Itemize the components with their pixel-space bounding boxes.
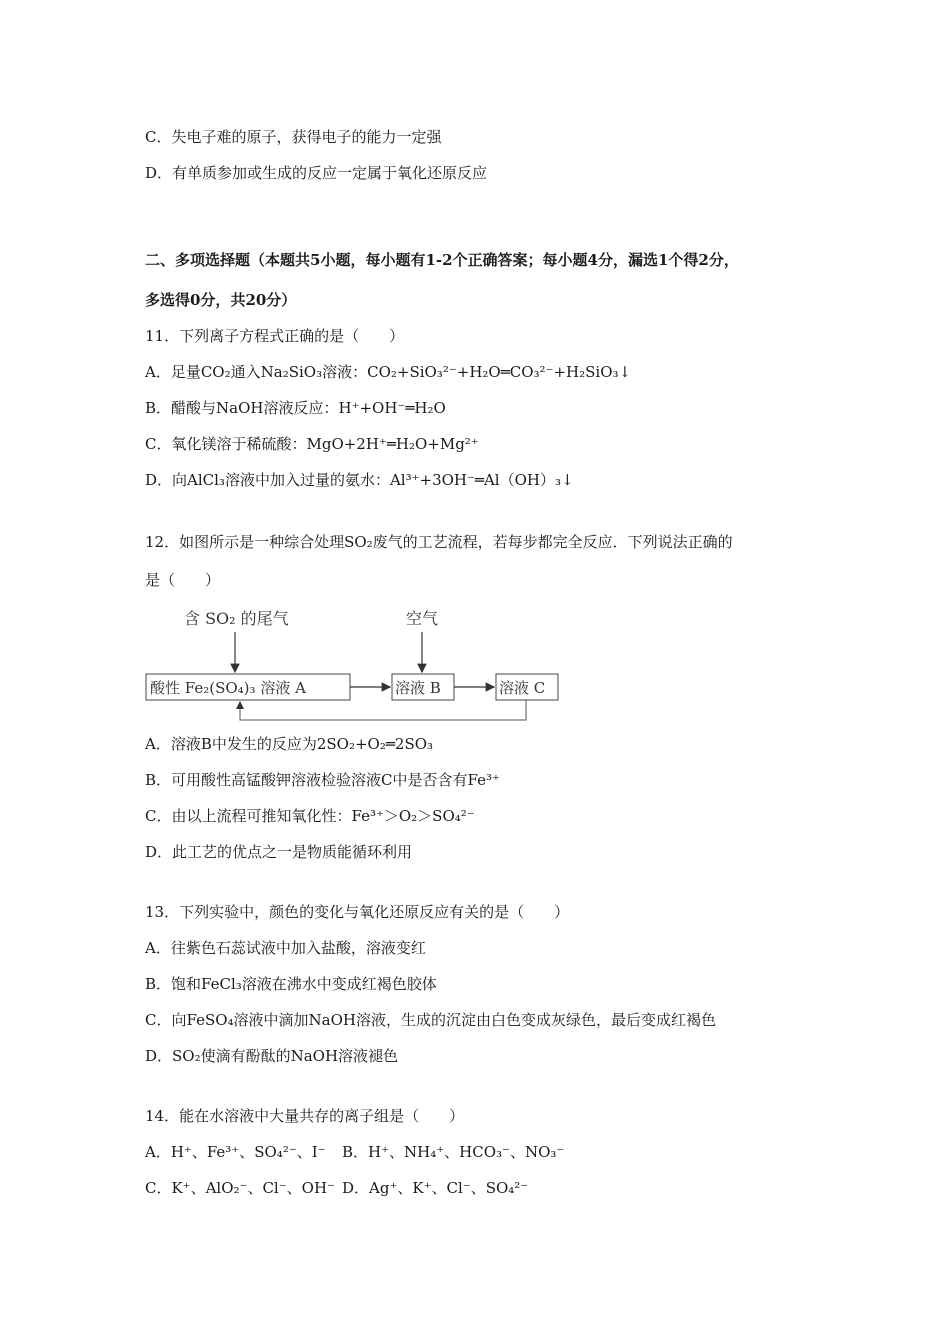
box-solution-a-label: 酸性 Fe₂(SO₄)₃ 溶液 A — [150, 679, 306, 697]
q13-stem: 13．下列实验中，颜色的变化与氧化还原反应有关的是（ ） — [145, 903, 570, 921]
q12-option-d: D．此工艺的优点之一是物质能循环利用 — [145, 843, 413, 861]
section-heading-line2: 多选得0分，共20分） — [145, 291, 297, 309]
box-solution-c-label: 溶液 C — [499, 679, 546, 697]
q12-option-a: A．溶液B中发生的反应为2SO₂+O₂═2SO₃ — [145, 735, 434, 753]
q11-stem: 11．下列离子方程式正确的是（ ） — [145, 327, 405, 345]
q14-option-d: D．Ag⁺、K⁺、Cl⁻、SO₄²⁻ — [342, 1179, 529, 1197]
recycle-arrow — [240, 700, 526, 720]
process-flow-diagram — [140, 598, 570, 730]
q12-stem-line2: 是（ ） — [145, 571, 221, 589]
q11-option-d: D．向AlCl₃溶液中加入过量的氨水：Al³⁺+3OH⁻═Al（OH）₃↓ — [145, 471, 574, 489]
q14-option-b: B．H⁺、NH₄⁺、HCO₃⁻、NO₃⁻ — [342, 1143, 565, 1161]
q13-option-c: C．向FeSO₄溶液中滴加NaOH溶液，生成的沉淀由白色变成灰绿色，最后变成红褐色 — [145, 1011, 716, 1029]
box-solution-b-label: 溶液 B — [395, 679, 441, 697]
q13-option-d: D．SO₂使滴有酚酞的NaOH溶液褪色 — [145, 1047, 399, 1065]
q12-option-c: C．由以上流程可推知氧化性：Fe³⁺＞O₂＞SO₄²⁻ — [145, 807, 475, 825]
q12-option-b: B．可用酸性高锰酸钾溶液检验溶液C中是否含有Fe³⁺ — [145, 771, 500, 789]
q12-stem-line1: 12．如图所示是一种综合处理SO₂废气的工艺流程，若每步都完全反应．下列说法正确的 — [145, 533, 733, 551]
section-heading-line1: 二、多项选择题（本题共5小题，每小题有1-2个正确答案；每小题4分，漏选1个得2分， — [145, 251, 739, 269]
q11-option-a: A．足量CO₂通入Na₂SiO₃溶液：CO₂+SiO₃²⁻+H₂O═CO₃²⁻+H₂SiO₃↓ — [145, 363, 632, 381]
prev-option-c: C．失电子难的原子，获得电子的能力一定强 — [145, 128, 442, 146]
q14-stem: 14．能在水溶液中大量共存的离子组是（ ） — [145, 1107, 465, 1125]
q14-option-a: A．H⁺、Fe³⁺、SO₄²⁻、I⁻ — [145, 1143, 326, 1161]
q14-option-c: C．K⁺、AlO₂⁻、Cl⁻、OH⁻ — [145, 1179, 335, 1197]
air-label: 空气 — [406, 609, 439, 628]
q11-option-c: C．氧化镁溶于稀硫酸：MgO+2H⁺═H₂O+Mg²⁺ — [145, 435, 479, 453]
q11-option-b: B．醋酸与NaOH溶液反应：H⁺+OH⁻═H₂O — [145, 399, 446, 417]
prev-option-d: D．有单质参加或生成的反应一定属于氧化还原反应 — [145, 164, 488, 182]
tail-gas-label: 含 SO₂ 的尾气 — [184, 609, 289, 628]
q13-option-a: A．往紫色石蕊试液中加入盐酸，溶液变红 — [145, 939, 426, 957]
q13-option-b: B．饱和FeCl₃溶液在沸水中变成红褐色胶体 — [145, 975, 437, 993]
